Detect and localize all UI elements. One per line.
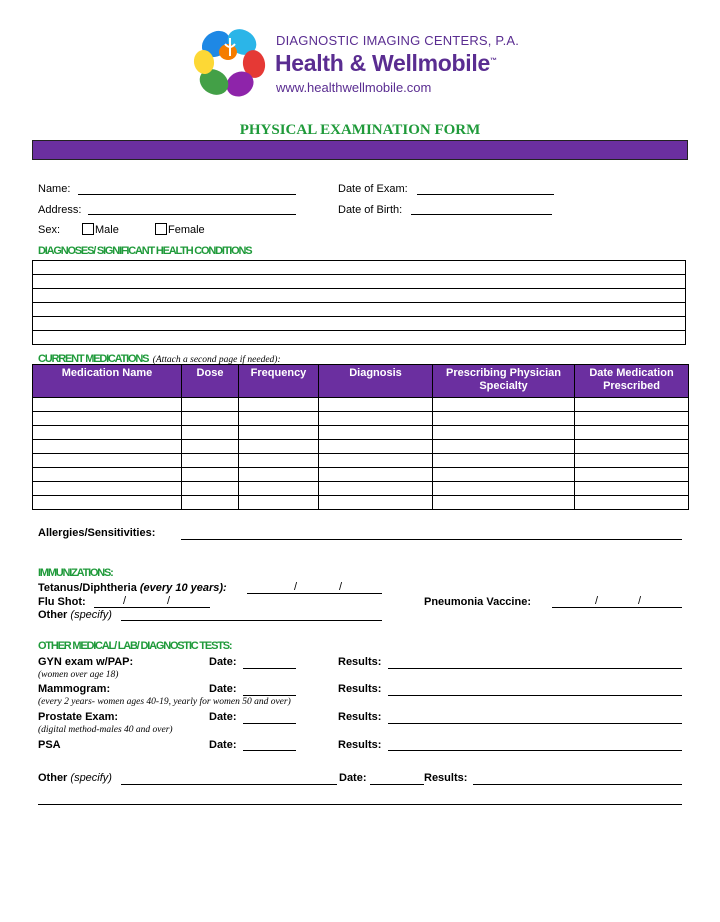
date-of-birth-field[interactable]	[411, 214, 552, 215]
diagnoses-box[interactable]	[32, 260, 686, 345]
form-title: PHYSICAL EXAMINATION FORM	[239, 122, 481, 138]
prostate-date-label: Date:	[209, 711, 237, 723]
tetanus-slash-2: /	[339, 581, 343, 593]
mammogram-results-field[interactable]	[388, 695, 682, 696]
gyn-date-label: Date:	[209, 656, 237, 668]
col-diagnosis: Diagnosis	[319, 365, 433, 398]
tetanus-note: (every 10 years):	[139, 582, 227, 594]
immunization-other-label: Other	[38, 609, 68, 621]
gyn-date-field[interactable]	[243, 668, 296, 669]
col-prescribing-physician: Prescribing Physician Specialty	[433, 365, 575, 398]
table-row[interactable]	[33, 426, 689, 440]
tetanus-label-row	[38, 582, 227, 594]
medications-heading: CURRENT MEDICATIONS	[38, 353, 149, 365]
table-row[interactable]	[33, 412, 689, 426]
psa-label: PSA	[38, 739, 61, 751]
other-test-results-label: Results:	[424, 772, 468, 784]
pneumonia-label: Pneumonia Vaccine:	[424, 596, 531, 608]
diagnoses-row[interactable]	[33, 303, 685, 317]
immunization-other-row	[38, 609, 112, 621]
psa-date-label: Date:	[209, 739, 237, 751]
mammogram-note: (every 2 years- women ages 40-19, yearly for women 50 and over)	[38, 697, 291, 707]
other-test-note: (specify)	[70, 772, 112, 784]
male-label: Male	[95, 224, 119, 236]
address-label: Address:	[38, 204, 82, 216]
tests-heading: OTHER MEDICAL/ LAB/ DIAGNOSTIC TESTS:	[38, 640, 232, 652]
brand-name	[275, 50, 497, 77]
psa-date-field[interactable]	[243, 750, 296, 751]
allergies-field[interactable]	[181, 539, 682, 540]
female-label: Female	[168, 224, 205, 236]
gyn-exam-note: (women over age 18)	[38, 670, 119, 680]
diagnoses-heading: DIAGNOSES/ SIGNIFICANT HEALTH CONDITIONS	[38, 245, 252, 257]
name-field[interactable]	[78, 194, 296, 195]
brand-logo	[190, 22, 270, 100]
date-of-birth-label: Date of Birth:	[338, 204, 403, 216]
other-test-date-field[interactable]	[370, 784, 424, 785]
sex-label: Sex:	[38, 224, 61, 236]
col-frequency: Frequency	[239, 365, 319, 398]
immunization-other-field[interactable]	[121, 620, 382, 621]
table-row[interactable]	[33, 468, 689, 482]
pneumonia-slash-1: /	[595, 595, 599, 607]
mammogram-label: Mammogram:	[38, 683, 111, 695]
flu-shot-date-field[interactable]	[94, 607, 210, 608]
gyn-exam-label: GYN exam w/PAP:	[38, 656, 134, 668]
immunizations-heading: IMMUNIZATIONS:	[38, 567, 113, 579]
table-row[interactable]	[33, 440, 689, 454]
immunization-other-note: (specify)	[70, 609, 112, 621]
diagnoses-row[interactable]	[33, 275, 685, 289]
diagnoses-row[interactable]	[33, 289, 685, 303]
medications-header-row	[33, 365, 689, 398]
female-checkbox[interactable]	[155, 223, 167, 235]
col-date-prescribed: Date Medication Prescribed	[575, 365, 689, 398]
brand-name-text: Health & Wellmobile	[275, 50, 490, 76]
gyn-results-field[interactable]	[388, 668, 682, 669]
prostate-results-field[interactable]	[388, 723, 682, 724]
col-dose: Dose	[182, 365, 239, 398]
flu-slash-2: /	[167, 595, 171, 607]
mammogram-results-label: Results:	[338, 683, 382, 695]
trademark-mark: ™	[489, 57, 497, 65]
diagnoses-row[interactable]	[33, 317, 685, 331]
other-test-results-field[interactable]	[473, 784, 682, 785]
table-row[interactable]	[33, 496, 689, 510]
col-medication-name: Medication Name	[33, 365, 182, 398]
name-label: Name:	[38, 183, 71, 195]
table-row[interactable]	[33, 482, 689, 496]
other-test-date-label: Date:	[339, 772, 367, 784]
psa-results-label: Results:	[338, 739, 382, 751]
prostate-date-field[interactable]	[243, 723, 296, 724]
pneumonia-slash-2: /	[638, 595, 642, 607]
table-row[interactable]	[33, 454, 689, 468]
mammogram-date-field[interactable]	[243, 695, 296, 696]
prostate-exam-note: (digital method-males 40 and over)	[38, 725, 173, 735]
org-name: DIAGNOSTIC IMAGING CENTERS, P.A.	[276, 33, 520, 48]
male-checkbox[interactable]	[82, 223, 94, 235]
tetanus-label: Tetanus/Diphtheria	[38, 582, 137, 594]
pneumonia-date-field[interactable]	[552, 607, 682, 608]
table-row[interactable]	[33, 398, 689, 412]
prostate-results-label: Results:	[338, 711, 382, 723]
other-test-label: Other	[38, 772, 68, 784]
prostate-exam-label: Prostate Exam:	[38, 711, 119, 723]
diagnoses-row[interactable]	[33, 261, 685, 275]
date-of-exam-label: Date of Exam:	[338, 183, 408, 195]
allergies-label: Allergies/Sensitivities:	[38, 527, 156, 539]
psa-results-field[interactable]	[388, 750, 682, 751]
flu-shot-label: Flu Shot:	[38, 596, 86, 608]
other-test-row	[38, 772, 112, 784]
website-url: www.healthwellmobile.com	[276, 80, 432, 95]
other-test-extra-line[interactable]	[38, 804, 682, 805]
medications-table	[32, 364, 689, 510]
tetanus-date-field[interactable]	[247, 593, 382, 594]
gyn-results-label: Results:	[338, 656, 382, 668]
mammogram-date-label: Date:	[209, 683, 237, 695]
tetanus-slash-1: /	[294, 581, 298, 593]
flu-slash-1: /	[123, 595, 127, 607]
title-divider-bar	[32, 140, 688, 160]
date-of-exam-field[interactable]	[417, 194, 554, 195]
address-field[interactable]	[88, 214, 296, 215]
other-test-field[interactable]	[121, 784, 337, 785]
medications-note: (Attach a second page if needed):	[152, 355, 281, 365]
